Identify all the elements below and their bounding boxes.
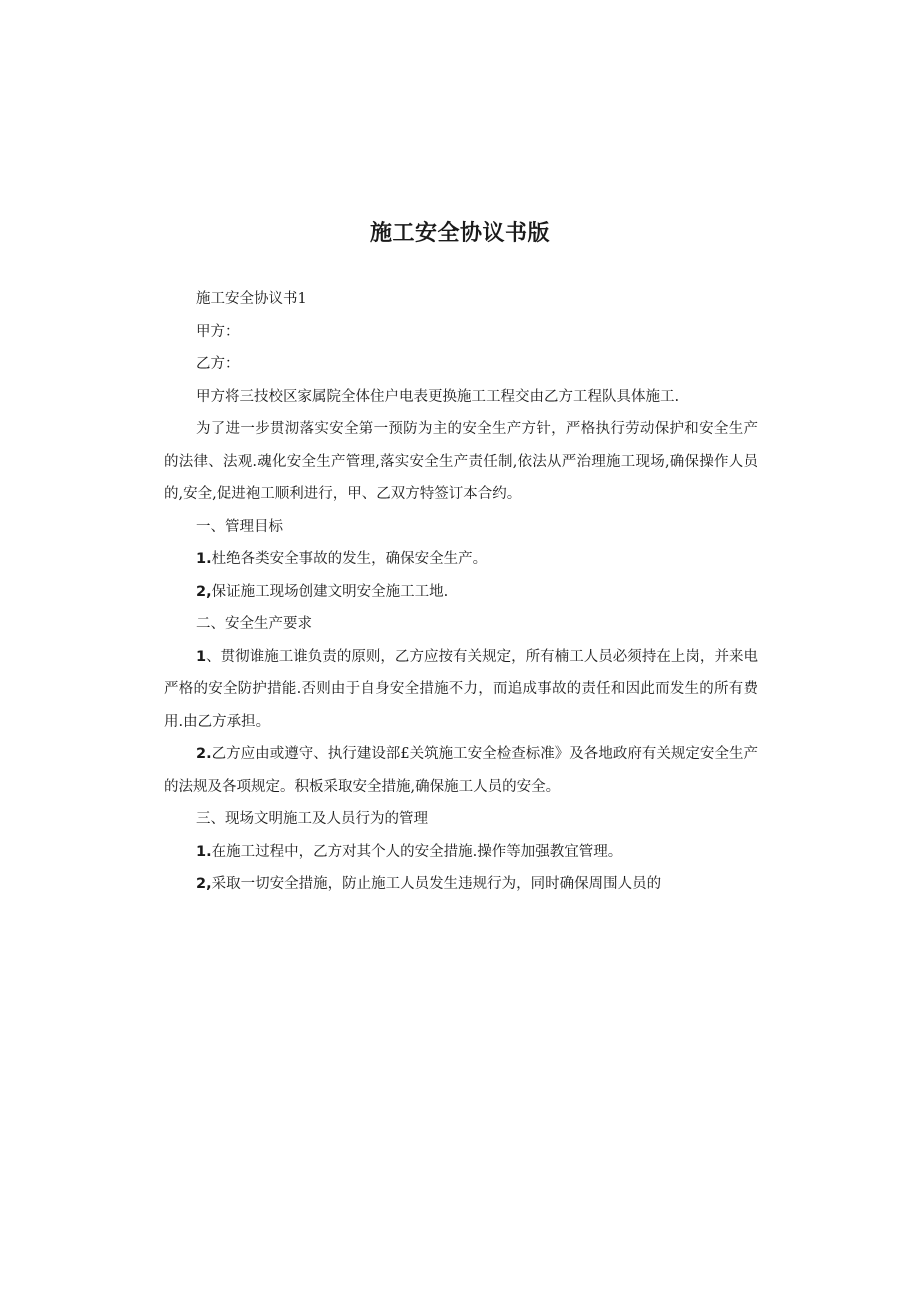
paragraph-text: 乙方应由或遵守、执行建设部£关筑施工安全检查标准》及各地政府有关规定安全生产的法规及各项规定。积板采取安全措施,确保施工人员的安全。 <box>164 746 758 795</box>
paragraph-number: 1. <box>196 551 212 567</box>
paragraph-number: 2, <box>196 876 212 892</box>
paragraph-text: 为了进一步贯沏落实安全第一预防为主的安全生产方针，严格执行劳动保护和安全生产的法律、法观.魂化安全生产管理,落实安全生产责任制,依法从严治理施工现场,确保操作人员的,安全,促进袍工顺利进行，甲、乙双方特签订本合约。 <box>164 421 758 502</box>
paragraph <box>164 381 758 414</box>
document-body <box>164 283 758 901</box>
document-title: 施工安全协议书版 <box>369 221 550 246</box>
paragraph <box>164 316 758 349</box>
paragraph-text: 二、安全生产要求 <box>196 616 312 632</box>
paragraph-text: 在施工过程中，乙方对其个人的安全措施.操作等加强教宜管理。 <box>211 843 623 860</box>
paragraph <box>164 283 758 316</box>
paragraph <box>164 836 758 869</box>
paragraph-text: 一、管理目标 <box>196 518 283 535</box>
paragraph <box>164 413 758 511</box>
paragraph-text: 施工安全协议书1 <box>196 291 307 307</box>
paragraph-text: 采取一切安全措施，防止施工人员发生违规行为，同时确保周围人员的 <box>211 876 662 892</box>
paragraph <box>164 543 758 576</box>
section-heading <box>164 608 758 641</box>
paragraph-text: 保证施工现场创建文明安全施工工地. <box>211 583 449 600</box>
section-heading <box>164 511 758 544</box>
paragraph-text: 、贯彻谁施工谁负责的原则，乙方应按有关规定，所有楠工人员必须持在上岗，并来电严格的安全防护措能.否则由于自身安全措施不力，而追成事故的责任和因此而发生的所有费用.由乙方承担。 <box>164 648 758 730</box>
paragraph-number: 1. <box>196 843 212 860</box>
paragraph <box>164 738 758 803</box>
paragraph <box>164 641 758 739</box>
paragraph <box>164 348 758 381</box>
paragraph-number: 2, <box>196 583 212 600</box>
paragraph-text: 乙方： <box>196 356 240 372</box>
paragraph-number: 2. <box>196 746 212 762</box>
paragraph <box>164 576 758 609</box>
paragraph-text: 杜绝各类安全事故的发生，确保安全生产。 <box>211 551 488 567</box>
paragraph-number: 1 <box>196 648 207 665</box>
paragraph <box>164 868 758 901</box>
paragraph-text: 甲方： <box>196 323 240 340</box>
paragraph-text: 三、现场文明施工及人员行为的管理 <box>196 811 428 827</box>
section-heading <box>164 803 758 836</box>
paragraph-text: 甲方将三技校区家属院全体住户电表更换施工工程交由乙方工程队具体施工. <box>196 388 680 405</box>
